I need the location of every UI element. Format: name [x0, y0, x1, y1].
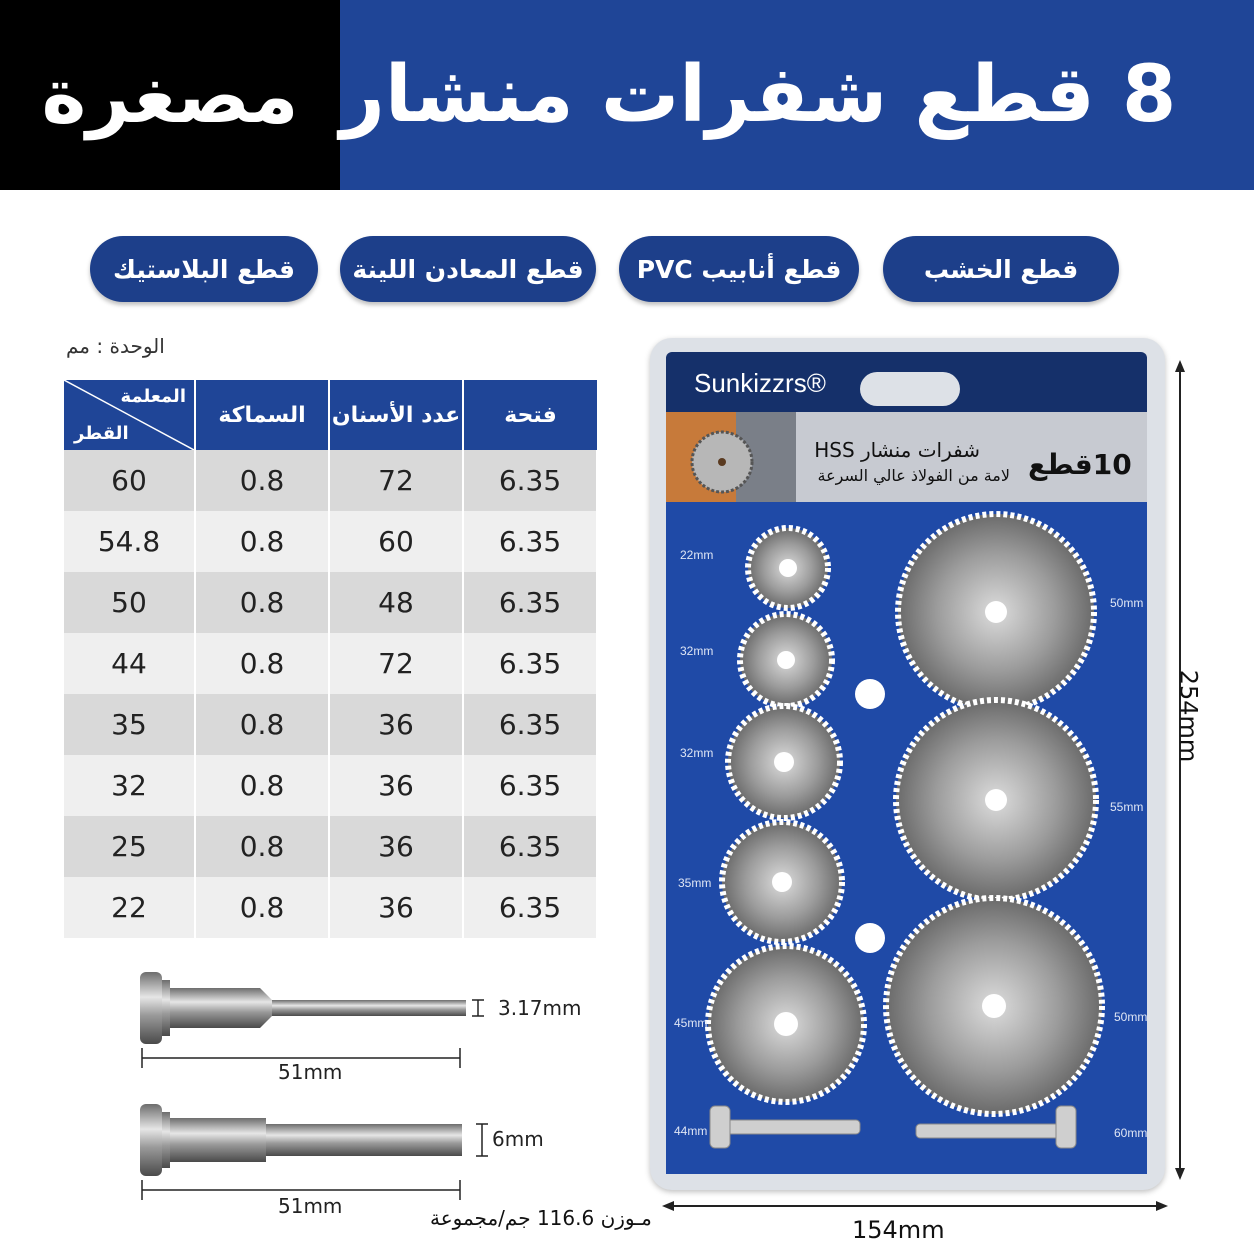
cell-teeth: 60 — [329, 511, 463, 572]
table-row — [64, 511, 597, 572]
header-teeth: عدد الأسنان — [329, 380, 463, 450]
cell-teeth: 36 — [329, 755, 463, 816]
header-thickness: السماكة — [195, 380, 329, 450]
header-diameter-param — [64, 380, 195, 450]
table-row — [64, 694, 597, 755]
blade-size-label: 45mm — [674, 1016, 708, 1030]
mandrel-small-shank-label: 3.17mm — [498, 996, 582, 1020]
cell-diameter: 54.8 — [64, 511, 195, 572]
mandrel-large-length-label: 51mm — [278, 1194, 343, 1218]
blade-size-label: 50mm — [1114, 1010, 1148, 1024]
blade-size-label: 60mm — [1114, 1126, 1148, 1140]
cell-thickness: 0.8 — [195, 694, 329, 755]
cell-aperture: 6.35 — [463, 633, 597, 694]
cell-thickness: 0.8 — [195, 816, 329, 877]
table-row — [64, 816, 597, 877]
header-left-title: مصغرة — [0, 0, 340, 190]
blade-size-label: 22mm — [680, 548, 714, 562]
cell-aperture: 6.35 — [463, 816, 597, 877]
label-subtitle: لامة من الفولاذ عالي السرعة — [817, 466, 1010, 485]
cell-teeth: 72 — [329, 633, 463, 694]
height-dimension-label: 254mm — [1174, 669, 1203, 763]
cell-thickness: 0.8 — [195, 511, 329, 572]
cell-teeth: 72 — [329, 450, 463, 511]
label-count: 10قطع — [1028, 448, 1132, 481]
blade-size-label: 32mm — [680, 746, 714, 760]
cell-thickness: 0.8 — [195, 633, 329, 694]
cell-teeth: 36 — [329, 694, 463, 755]
table-row — [64, 877, 597, 938]
table-row — [64, 572, 597, 633]
cell-teeth: 36 — [329, 816, 463, 877]
cell-aperture: 6.35 — [463, 694, 597, 755]
weight-label: مـوزن 116.6 جم/مجموعة — [430, 1206, 652, 1230]
cell-aperture: 6.35 — [463, 511, 597, 572]
cell-teeth: 36 — [329, 877, 463, 938]
cell-diameter: 35 — [64, 694, 195, 755]
blade-size-label: 55mm — [1110, 800, 1144, 814]
unit-label: الوحدة : مم — [66, 334, 165, 358]
header-main-title: 8 قطع شفرات منشار — [340, 0, 1254, 190]
width-dimension-label: 154mm — [852, 1216, 945, 1244]
spec-table — [64, 380, 598, 938]
cell-thickness: 0.8 — [195, 450, 329, 511]
table-row — [64, 450, 597, 511]
cell-diameter: 60 — [64, 450, 195, 511]
cell-aperture: 6.35 — [463, 450, 597, 511]
cell-diameter: 22 — [64, 877, 195, 938]
header-aperture: فتحة — [463, 380, 597, 450]
cell-diameter: 32 — [64, 755, 195, 816]
blade-size-label: 32mm — [680, 644, 714, 658]
cell-aperture: 6.35 — [463, 755, 597, 816]
cell-diameter: 50 — [64, 572, 195, 633]
cell-thickness: 0.8 — [195, 877, 329, 938]
mandrel-large-shank-label: 6mm — [492, 1127, 544, 1151]
blade-size-label: 50mm — [1110, 596, 1144, 610]
use-pill-plastic: قطع البلاستيك — [90, 236, 318, 302]
cell-thickness: 0.8 — [195, 755, 329, 816]
use-pill-pvc: قطع أنابيب PVC — [619, 236, 859, 302]
spec-table-header — [64, 380, 597, 450]
header-param-label: المعلمة — [120, 386, 186, 407]
header-diameter-label: القطر — [74, 423, 129, 444]
dimension-arrows — [650, 360, 1210, 1230]
brand-logo: Sunkizzrs® — [694, 368, 826, 398]
cell-thickness: 0.8 — [195, 572, 329, 633]
cell-diameter: 44 — [64, 633, 195, 694]
blade-size-label: 44mm — [674, 1124, 708, 1138]
cell-teeth: 48 — [329, 572, 463, 633]
cell-aperture: 6.35 — [463, 877, 597, 938]
label-title: شفرات منشار HSS — [814, 438, 980, 462]
use-pill-wood: قطع الخشب — [883, 236, 1119, 302]
use-pill-soft-metal: قطع المعادن اللينة — [340, 236, 596, 302]
table-row — [64, 755, 597, 816]
mandrel-small-length-label: 51mm — [278, 1060, 343, 1084]
table-row — [64, 633, 597, 694]
blade-size-label: 35mm — [678, 876, 712, 890]
cell-aperture: 6.35 — [463, 572, 597, 633]
cell-diameter: 25 — [64, 816, 195, 877]
